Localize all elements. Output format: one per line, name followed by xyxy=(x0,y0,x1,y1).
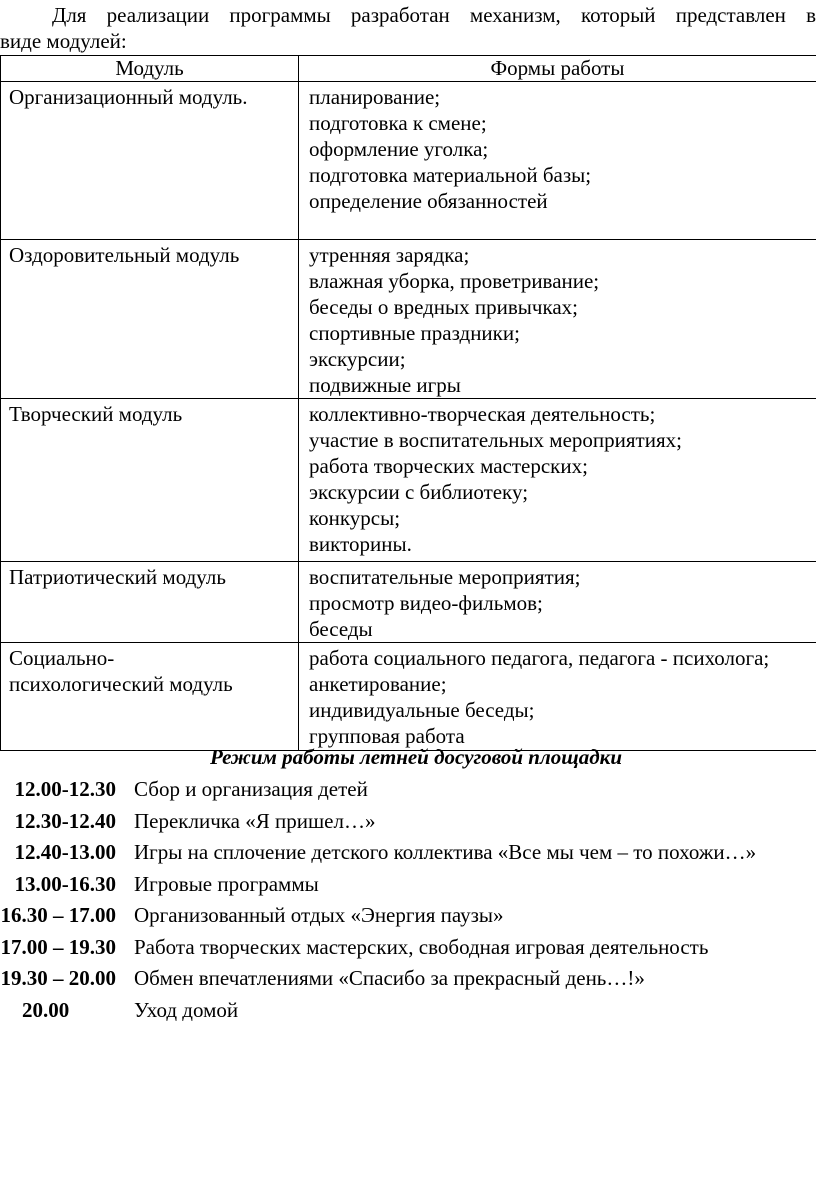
module-forms xyxy=(299,82,816,240)
form-item: подвижные игры xyxy=(309,373,461,397)
module-forms xyxy=(299,240,816,399)
module-forms xyxy=(299,399,816,562)
schedule-row xyxy=(0,998,816,1030)
form-item: групповая работа xyxy=(309,724,465,748)
form-item: работа творческих мастерских; xyxy=(309,454,588,478)
module-name: Творческий модуль xyxy=(1,399,299,562)
form-item: конкурсы; xyxy=(309,506,401,530)
schedule-row xyxy=(0,872,816,904)
form-item: работа социального педагога, педагога - психолога; xyxy=(309,646,770,670)
schedule-title: Режим работы летней досуговой площадки xyxy=(210,745,622,769)
table-row xyxy=(1,643,816,751)
schedule-activity: Перекличка «Я пришел…» xyxy=(134,808,376,833)
schedule-activity: Игровые программы xyxy=(134,871,319,896)
intro-line-1: Для реализации программы разработан механизм, который представлен в xyxy=(52,3,816,27)
form-item: беседы о вредных привычках; xyxy=(309,295,579,319)
module-name: Патриотический модуль xyxy=(1,562,299,643)
form-item: индивидуальные беседы; xyxy=(309,698,535,722)
schedule-row xyxy=(0,777,816,809)
schedule-time: 17.00 – 19.30 xyxy=(0,934,116,959)
schedule-list xyxy=(0,777,816,1029)
schedule-time: 20.00 xyxy=(22,997,70,1022)
module-name-text: Социально- психологический модуль xyxy=(9,646,233,696)
schedule-activity: Сбор и организация детей xyxy=(134,777,368,801)
form-item: подготовка к смене; xyxy=(309,111,487,135)
table-row xyxy=(1,562,816,643)
module-name: Организационный модуль. xyxy=(1,82,299,240)
table-header-row xyxy=(1,56,816,82)
form-item: оформление уголка; xyxy=(309,137,489,161)
intro-paragraph xyxy=(0,0,816,54)
table-row xyxy=(1,82,816,240)
schedule-time: 12.40-13.00 xyxy=(14,840,116,864)
module-forms xyxy=(299,562,816,643)
module-forms xyxy=(299,643,816,751)
schedule-row xyxy=(0,903,816,935)
form-item: воспитательные мероприятия; xyxy=(309,565,581,589)
schedule-activity: Организованный отдых «Энергия паузы» xyxy=(134,903,504,927)
header-forms: Формы работы xyxy=(299,56,816,82)
form-item: анкетирование; xyxy=(309,672,447,696)
schedule-row xyxy=(0,840,816,872)
form-item: просмотр видео-фильмов; xyxy=(309,591,543,615)
schedule-activity: Уход домой xyxy=(134,997,239,1022)
module-name xyxy=(1,643,299,751)
schedule-row xyxy=(0,935,816,967)
modules-table xyxy=(0,55,816,751)
schedule-row xyxy=(0,966,816,998)
form-item: влажная уборка, проветривание; xyxy=(309,269,600,293)
form-item: экскурсии; xyxy=(309,347,406,371)
schedule-time: 19.30 – 20.00 xyxy=(0,966,116,990)
form-item: спортивные праздники; xyxy=(309,321,520,345)
form-item: планирование; xyxy=(309,85,441,109)
schedule-activity: Игры на сплочение детского коллектива «Все мы чем – то похожи…» xyxy=(134,840,757,864)
table-row xyxy=(1,240,816,399)
intro-line-2: виде модулей: xyxy=(0,29,127,53)
schedule-time: 16.30 – 17.00 xyxy=(0,903,116,927)
form-item: подготовка материальной базы; xyxy=(309,163,592,187)
form-item: викторины. xyxy=(309,532,412,556)
table-row xyxy=(1,399,816,562)
form-item: экскурсии с библиотеку; xyxy=(309,480,529,504)
schedule-activity: Обмен впечатлениями «Спасибо за прекрасный день…!» xyxy=(134,966,645,990)
schedule-time: 12.00-12.30 xyxy=(14,777,116,801)
schedule-activity: Работа творческих мастерских, свободная игровая деятельность xyxy=(134,934,709,959)
form-item: утренняя зарядка; xyxy=(309,243,470,267)
form-item: беседы xyxy=(309,617,373,641)
schedule-time: 13.00-16.30 xyxy=(14,871,116,896)
schedule-time: 12.30-12.40 xyxy=(14,808,116,833)
module-name: Оздоровительный модуль xyxy=(1,240,299,399)
form-item: участие в воспитательных мероприятиях; xyxy=(309,428,682,452)
header-module: Модуль xyxy=(1,56,299,82)
form-item: коллективно-творческая деятельность; xyxy=(309,402,656,426)
schedule-row xyxy=(0,809,816,841)
form-item: определение обязанностей xyxy=(309,189,548,213)
